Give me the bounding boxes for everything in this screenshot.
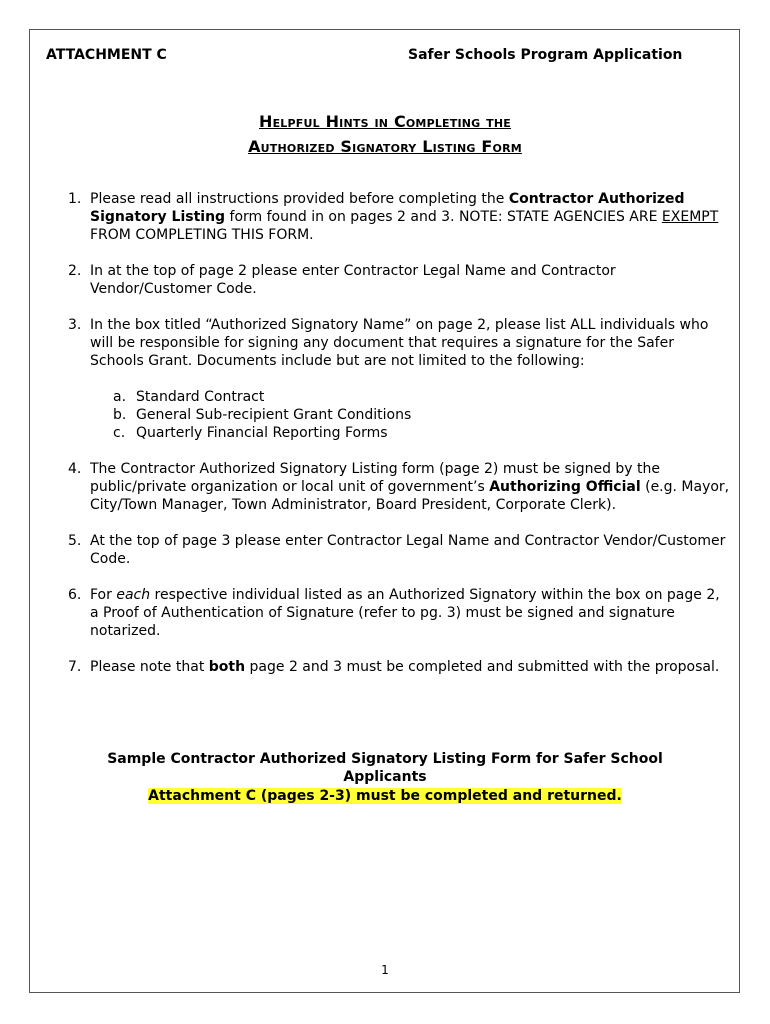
- list-item: [62, 532, 732, 568]
- sub-item-text: General Sub-recipient Grant Conditions: [136, 407, 412, 423]
- page-number: 1: [381, 963, 389, 977]
- sub-list-item: [113, 388, 755, 406]
- item-number: 1.: [68, 191, 82, 207]
- header-program-title: Safer Schools Program Application: [408, 47, 683, 63]
- item-underlined-text: EXEMPT: [661, 209, 719, 225]
- sub-item-text: Standard Contract: [136, 389, 265, 405]
- sub-list: [90, 388, 732, 442]
- item-italic-text: each: [116, 587, 151, 603]
- item-text: Please note that: [90, 659, 209, 675]
- item-text: For: [90, 587, 117, 603]
- item-number: 4.: [68, 461, 82, 477]
- item-number: 6.: [68, 587, 82, 603]
- sub-list-item: [113, 406, 755, 424]
- item-number: 5.: [68, 533, 82, 549]
- highlighted-notice-text: Attachment C (pages 2-3) must be completed and returned.: [148, 788, 622, 804]
- title-line-1: Helpful Hints in Completing the: [258, 112, 511, 131]
- sub-item-letter: b.: [113, 407, 127, 423]
- item-text: At the top of page 3 please enter Contractor Legal Name and Contractor Vendor/Customer Code.: [90, 533, 726, 567]
- sample-notice: [0, 787, 770, 805]
- header-attachment-label: ATTACHMENT C: [46, 47, 167, 63]
- item-bold-text: both: [208, 659, 246, 675]
- list-item: [62, 190, 732, 244]
- item-number: 7.: [68, 659, 82, 675]
- item-number: 3.: [68, 317, 82, 333]
- list-item: [62, 262, 732, 298]
- item-text: FROM COMPLETING THIS FORM.: [90, 227, 314, 243]
- item-bold-text: Authorizing Official: [489, 479, 641, 495]
- list-item: [62, 658, 732, 676]
- sub-item-letter: c.: [113, 425, 126, 441]
- sub-item-text: Quarterly Financial Reporting Forms: [136, 425, 388, 441]
- item-text: Please read all instructions provided before completing the: [90, 191, 509, 207]
- sample-heading-line-2: Applicants: [343, 769, 427, 785]
- list-item: [62, 586, 732, 640]
- item-text: The Contractor Authorized Signatory Listing form (page 2) must be signed by the public/private organization or local unit of government’s: [90, 461, 661, 495]
- item-text: form found in on pages 2 and 3. NOTE: STATE AGENCIES ARE: [225, 209, 662, 225]
- item-text: page 2 and 3 must be completed and submitted with the proposal.: [245, 659, 720, 675]
- list-item: [62, 460, 732, 514]
- sub-item-letter: a.: [113, 389, 127, 405]
- instructions-list: [62, 190, 732, 694]
- item-text: respective individual listed as an Authorized Signatory within the box on page 2, a Proof of Authentication of Signature (refer to pg. 3) must be signed and signature notarized.: [90, 587, 720, 639]
- list-item: [62, 316, 732, 442]
- title-line-2: Authorized Signatory Listing Form: [248, 137, 522, 156]
- sub-list-item: [113, 424, 755, 442]
- item-text: In at the top of page 2 please enter Contractor Legal Name and Contractor Vendor/Customer Code.: [90, 263, 616, 297]
- item-text: (e.g. Mayor, City/Town Manager, Town Administrator, Board President, Corporate Clerk).: [90, 479, 730, 513]
- item-bold-text: Contractor Authorized Signatory Listing: [90, 191, 685, 225]
- item-number: 2.: [68, 263, 82, 279]
- sample-heading-line-1: Sample Contractor Authorized Signatory Listing Form for Safer School: [107, 751, 663, 767]
- item-text: In the box titled “Authorized Signatory Name” on page 2, please list ALL individuals who will be responsible for signing any document that requires a signature for the Safer Schools Grant. Documents include but are not limited to the following:: [90, 317, 709, 369]
